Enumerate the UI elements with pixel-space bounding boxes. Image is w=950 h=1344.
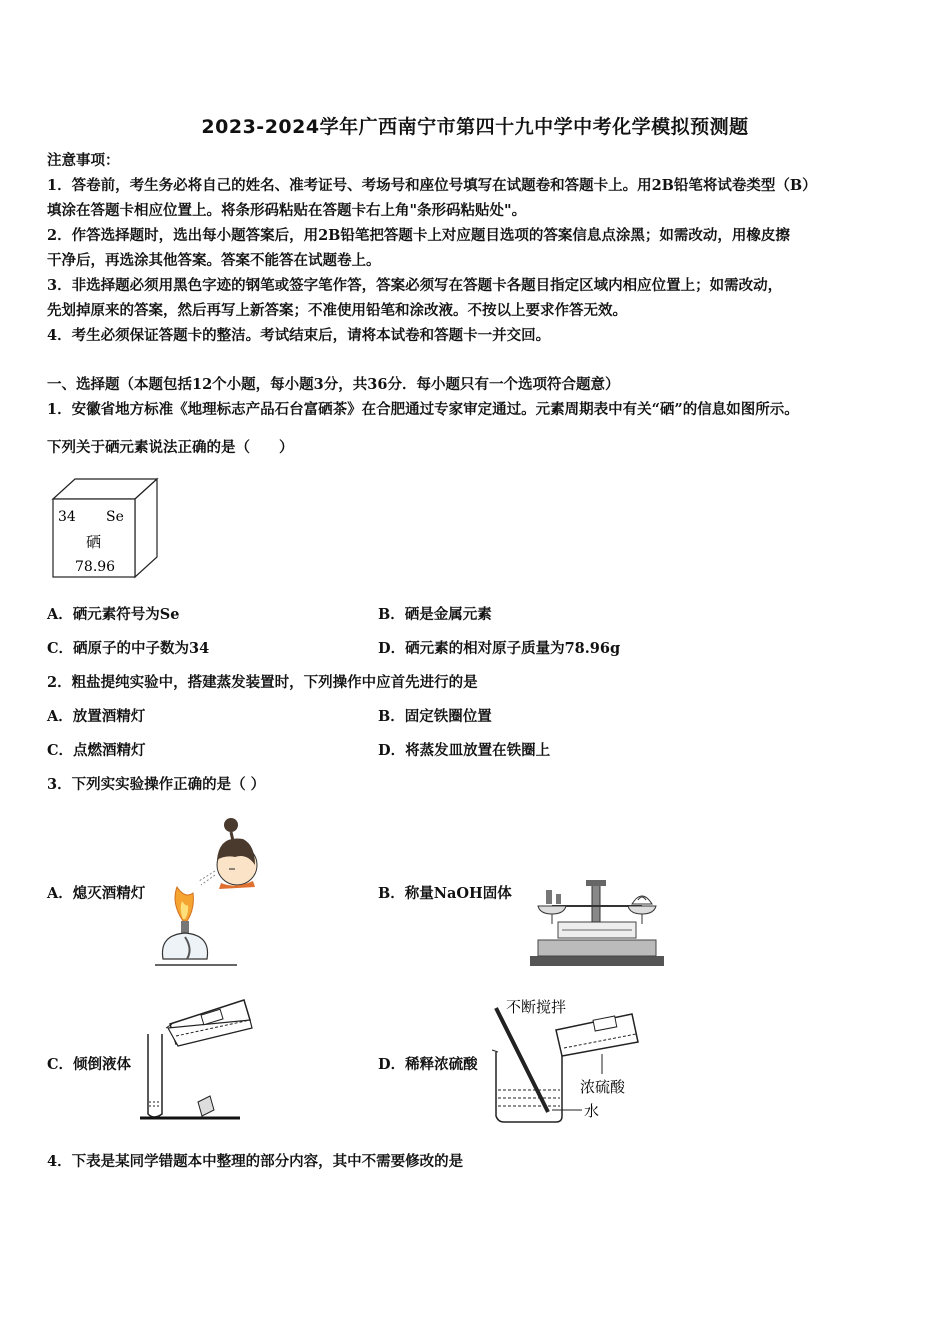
notice-line: 4．考生必须保证答题卡的整洁。考试结束后，请将本试卷和答题卡一并交回。 xyxy=(47,327,551,344)
section-heading: 一、选择题（本题包括12个小题，每小题3分，共36分．每小题只有一个选项符合题意） xyxy=(47,376,620,393)
notice-line: 3．非选择题必须用黑色字迹的钢笔或签字笔作答，答案必须写在答题卡各题目指定区域内相应位置上；如需改动， xyxy=(47,277,783,294)
selenium-periodic-cell xyxy=(50,477,160,582)
atomic-number: 34 xyxy=(58,509,76,525)
q3-option-d[interactable]: D．稀释浓硫酸 xyxy=(378,1056,478,1073)
q1-option-c[interactable]: C．硒原子的中子数为34 xyxy=(47,640,210,657)
question-2-stem: 2．粗盐提纯实验中，搭建蒸发装置时，下列操作中应首先进行的是 xyxy=(47,674,478,691)
notice-line: 干净后，再选涂其他答案。答案不能答在试题卷上。 xyxy=(47,252,381,269)
balance-illustration xyxy=(528,876,666,968)
q3-option-b[interactable]: B．称量NaOH固体 xyxy=(378,885,512,902)
atomic-mass: 78.96 xyxy=(75,559,116,575)
q3-option-c[interactable]: C．倾倒液体 xyxy=(47,1056,132,1073)
stir-label: 不断搅拌 xyxy=(506,998,567,1016)
acid-label: 浓硫酸 xyxy=(580,1078,626,1096)
q1-option-b[interactable]: B．硒是金属元素 xyxy=(378,606,492,623)
page-title: 2023-2024学年广西南宁市第四十九中学中考化学模拟预测题 xyxy=(201,116,749,138)
q1-option-d[interactable]: D．硒元素的相对原子质量为78.96g xyxy=(378,640,621,657)
notice-line: 填涂在答题卡相应位置上。将条形码粘贴在答题卡右上角"条形码粘贴处"。 xyxy=(47,202,527,219)
pour-liquid-illustration xyxy=(140,998,252,1124)
question-1-sub: 下列关于硒元素说法正确的是（ ） xyxy=(47,439,294,456)
water-label: 水 xyxy=(584,1102,600,1120)
notice-line: 先划掉原来的答案，然后再写上新答案；不准使用铅笔和涂改液。不按以上要求作答无效。 xyxy=(47,302,627,319)
question-3-stem: 3．下列实实验操作正确的是（ ） xyxy=(47,776,266,793)
notice-line: 1．答卷前，考生务必将自己的姓名、准考证号、考场号和座位号填写在试题卷和答题卡上。用2B铅笔将试卷类型（B） xyxy=(47,177,817,194)
q3-option-a[interactable]: A．熄灭酒精灯 xyxy=(47,885,146,902)
question-1-stem: 1．安徽省地方标准《地理标志产品石台富硒茶》在合肥通过专家审定通过。元素周期表中有关“硒”的信息如图所示。 xyxy=(47,401,799,418)
notice-line: 2．作答选择题时，选出每小题答案后，用2B铅笔把答题卡上对应题目选项的答案信息点涂黑；如需改动，用橡皮擦 xyxy=(47,227,790,244)
element-symbol: Se xyxy=(106,509,124,525)
q2-option-b[interactable]: B．固定铁圈位置 xyxy=(378,708,492,725)
blow-out-lamp-illustration xyxy=(155,805,260,970)
element-name: 硒 xyxy=(86,533,102,551)
q2-option-d[interactable]: D．将蒸发皿放置在铁圈上 xyxy=(378,742,551,759)
notice-heading: 注意事项： xyxy=(47,152,120,169)
q1-option-a[interactable]: A．硒元素符号为Se xyxy=(47,606,180,623)
dilute-acid-illustration xyxy=(490,994,650,1126)
q2-option-a[interactable]: A．放置酒精灯 xyxy=(47,708,146,725)
q2-option-c[interactable]: C．点燃酒精灯 xyxy=(47,742,146,759)
question-4-stem: 4．下表是某同学错题本中整理的部分内容，其中不需要修改的是 xyxy=(47,1153,464,1170)
